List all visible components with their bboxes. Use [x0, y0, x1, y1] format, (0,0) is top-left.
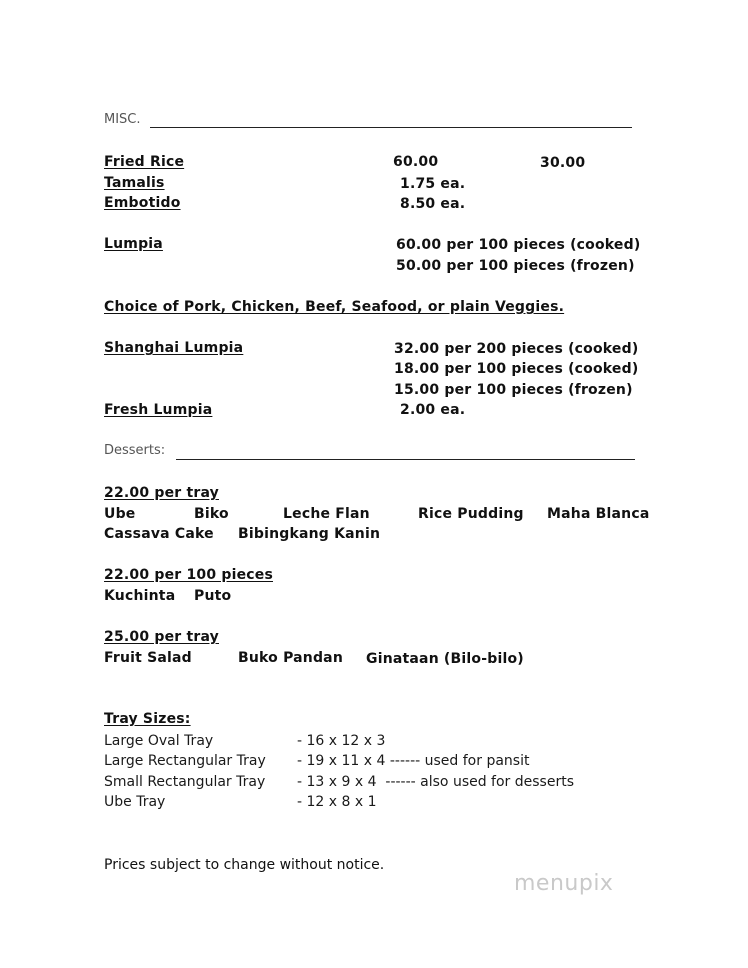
tray-size: - 12 x 8 x 1	[297, 794, 377, 810]
desserts-header: Desserts:	[104, 443, 166, 458]
tray-size: - 16 x 12 x 3	[297, 733, 386, 749]
dessert-item: Ginataan (Bilo-bilo)	[366, 651, 524, 667]
fresh-lumpia-name: Fresh Lumpia	[104, 402, 213, 418]
dessert-item: Ube	[104, 506, 136, 522]
dessert-item: Buko Pandan	[238, 650, 343, 666]
tray-name: Large Oval Tray	[104, 733, 214, 749]
shanghai-lumpia-name: Shanghai Lumpia	[104, 340, 244, 356]
tray-sizes-title: Tray Sizes:	[104, 711, 191, 727]
dessert-item: Bibingkang Kanin	[238, 526, 381, 542]
filling-choice-note: Choice of Pork, Chicken, Beef, Seafood, or plain Veggies.	[104, 299, 565, 315]
misc-header: MISC.	[104, 112, 141, 127]
tray-size: - 19 x 11 x 4 ------ used for pansit	[297, 753, 530, 769]
menupix-watermark: menupix	[514, 871, 614, 896]
shanghai-price-100-cooked: 18.00 per 100 pieces (cooked)	[394, 361, 639, 377]
desserts-divider	[176, 459, 635, 460]
lumpia-name: Lumpia	[104, 236, 163, 252]
dessert-item: Fruit Salad	[104, 650, 192, 666]
lumpia-price-cooked: 60.00 per 100 pieces (cooked)	[396, 237, 641, 253]
dessert-item: Rice Pudding	[418, 506, 524, 522]
dessert-item: Cassava Cake	[104, 526, 214, 542]
dessert-group3-title: 25.00 per tray	[104, 629, 219, 645]
shanghai-price-200-cooked: 32.00 per 200 pieces (cooked)	[394, 341, 639, 357]
fried-rice-price-large: 60.00	[393, 154, 439, 170]
tray-name: Small Rectangular Tray	[104, 774, 266, 790]
fresh-lumpia-price: 2.00 ea.	[400, 402, 466, 418]
tray-name: Ube Tray	[104, 794, 166, 810]
tamalis-price: 1.75 ea.	[400, 176, 466, 192]
dessert-item: Puto	[194, 588, 232, 604]
fried-rice-price-small: 30.00	[540, 155, 586, 171]
tray-name: Large Rectangular Tray	[104, 753, 266, 769]
fried-rice-name: Fried Rice	[104, 154, 185, 170]
price-disclaimer: Prices subject to change without notice.	[104, 857, 385, 873]
misc-divider	[150, 127, 632, 128]
dessert-item: Maha Blanca	[547, 506, 650, 522]
dessert-item: Kuchinta	[104, 588, 176, 604]
lumpia-price-frozen: 50.00 per 100 pieces (frozen)	[396, 258, 635, 274]
embotido-price: 8.50 ea.	[400, 196, 466, 212]
embotido-name: Embotido	[104, 195, 181, 211]
tamalis-name: Tamalis	[104, 175, 165, 191]
dessert-group2-title: 22.00 per 100 pieces	[104, 567, 273, 583]
dessert-item: Biko	[194, 506, 229, 522]
shanghai-price-100-frozen: 15.00 per 100 pieces (frozen)	[394, 382, 633, 398]
tray-size: - 13 x 9 x 4 ------ also used for desserts	[297, 774, 574, 790]
dessert-group1-title: 22.00 per tray	[104, 485, 219, 501]
dessert-item: Leche Flan	[283, 506, 370, 522]
